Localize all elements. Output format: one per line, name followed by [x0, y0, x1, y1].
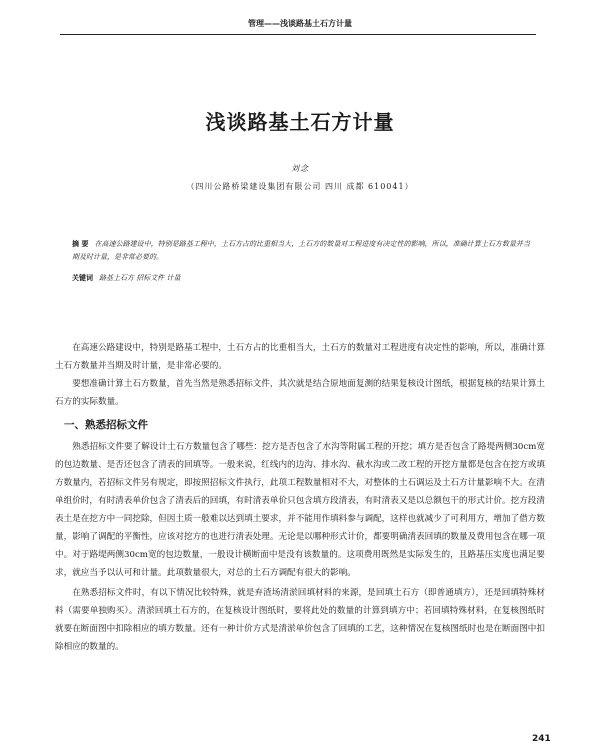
introduction [55, 339, 545, 411]
keywords [72, 272, 530, 285]
keywords-label: 关键词 [72, 274, 93, 282]
running-header: 管理——浅谈路基土石方计量 [248, 19, 352, 28]
affiliation: （四川公路桥梁建设集团有限公司 四川 成都 610041） [186, 182, 414, 191]
keywords-text: 路基土石方 招标文件 计量 [99, 274, 181, 282]
section-heading: 一、熟悉招标文件 [64, 419, 148, 431]
header-rule [60, 34, 536, 35]
page-number: 241 [532, 734, 551, 744]
author: 刘念 [291, 164, 309, 173]
section-paragraph: 熟悉招标文件要了解设计土石方数量包含了哪些：挖方是否包含了水沟等附属工程的开挖；填方是否包含了路堤两侧30cm宽的包边数量、是否还包含了清表的回填等。一般来说，红线内的边沟、排水沟、截水沟或二改工程的开挖方量都是包含在挖方或填方数量内，若招标文件另有规定，即按照招标文件执行，此项工程数量相对不大，对整体的土石调运及土石方计量影响不大。在清单组价时，有时清表单价包含了清表后的回填，有时清表单价只包含填方段清表，有时清表又是以总额包干的形式计价。挖方段清表土是在挖方中一同挖除，但因土质一般难以达到填土要求，并不能用作填料参与调配，这样也就减少了可利用方，增加了借方数量，影响了调配的平衡性，应该对挖方的也进行清表处理。无论是以哪种形式计价，都要明确清表回填的数量及费用包含在哪一项中。对于路堤两侧30cm宽的包边数量，一般设计横断面中是没有该数量的。这项费用既然是实际发生的，且路基压实度也满足要求，就应当予以认可和计量。此项数量很大，对总的土石方调配有很大的影响。 [55, 442, 545, 578]
section-paragraph: 在熟悉招标文件时，有以下情况比较特殊，就是弃渣场清淤回填材料的来源，是回填土石方（即普通填方），还是回填特殊材料（需要单独购买）。清淤回填土石方的，在复核设计图纸时，要将此处的数量的计算到填方中；若回填特殊材料，在复核图纸时就要在断面图中扣除相应的填方数量。还有一种计价方式是清淤单价包含了回填的工艺，这种情况在复核图纸时也是在断面图中扣除相应的数量的。 [55, 588, 545, 652]
intro-paragraph: 在高速公路建设中，特别是路基工程中，土石方占的比重相当大，土石方的数量对工程进度有决定性的影响，所以，准确计算土石方数量并当期及时计量，是非常必要的。 [55, 343, 545, 371]
abstract-text: 在高速公路建设中，特别是路基工程中，土石方占的比重相当大，土石方的数量对工程进度有决定性的影响，所以，准确计算土石方数量并当期及时计量，是非常必要的。 [72, 240, 531, 261]
section-body [55, 438, 545, 658]
paper-title: 浅谈路基土石方计量 [205, 110, 395, 134]
intro-paragraph: 要想准确计算土石方数量，首先当然是熟悉招标文件，其次就是结合原地面复测的结果复核设计图纸，根据复核的结果计算土石方的实际数量。 [55, 379, 545, 407]
abstract [72, 238, 530, 264]
abstract-label: 摘 要 [72, 240, 89, 248]
